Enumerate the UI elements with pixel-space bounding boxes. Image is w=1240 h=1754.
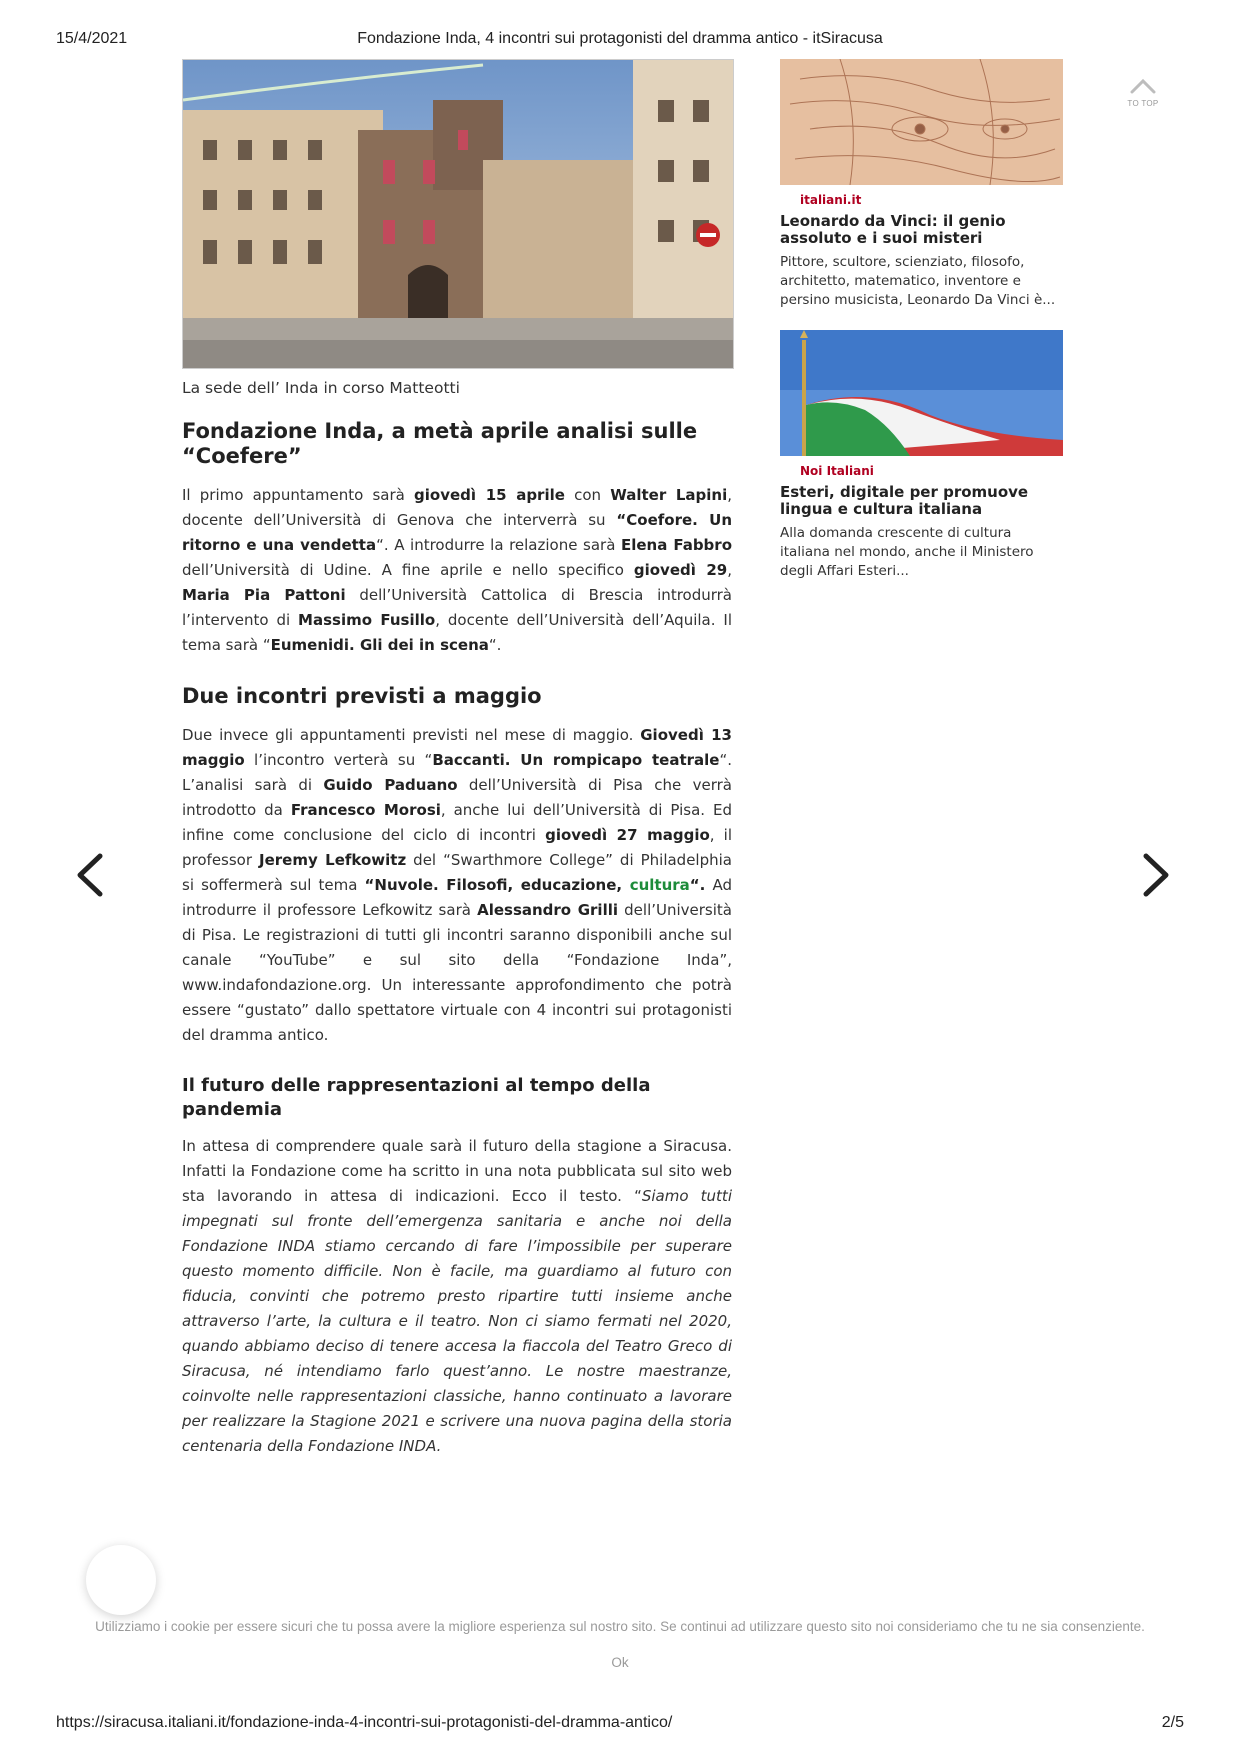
chevron-up-icon (1129, 78, 1157, 94)
section-heading-maggio: Due incontri previsti a maggio (182, 684, 542, 708)
to-top-button[interactable] (1118, 78, 1168, 108)
card-title[interactable]: Leonardo da Vinci: il genio assoluto e i suoi misteri (780, 212, 1006, 247)
print-date: 15/4/2021 (56, 30, 128, 47)
article-column (182, 59, 732, 1485)
print-page-number: 2/5 (1161, 1714, 1184, 1731)
hero-caption: La sede dell’ Inda in corso Matteotti (182, 379, 460, 397)
previous-article-button[interactable] (70, 850, 110, 900)
related-card[interactable] (780, 330, 1063, 581)
print-page-title: Fondazione Inda, 4 incontri sui protagonisti del dramma antico - itSiracusa (357, 30, 883, 47)
section-heading-coefore: Fondazione Inda, a metà aprile analisi sulle “Coefere” (182, 419, 698, 468)
related-card[interactable] (780, 59, 1063, 310)
next-article-button[interactable] (1136, 850, 1176, 900)
chevron-right-icon (1136, 850, 1176, 900)
card-title[interactable]: Esteri, digitale per promuove lingua e cultura italiana (780, 483, 1029, 518)
print-url: https://siracusa.italiani.it/fondazione-inda-4-incontri-sui-protagonisti-del-dramma-antico/ (56, 1714, 673, 1731)
cookie-ok-button[interactable]: Ok (611, 1655, 629, 1670)
chevron-left-icon (70, 850, 110, 900)
section-heading-pandemia: Il futuro delle rappresentazioni al tempo della pandemia (182, 1075, 651, 1120)
cookie-notice-text: Utilizziamo i cookie per essere sicuri che tu possa avere la migliore esperienza sul nostro sito. Se continui ad utilizzare questo sito noi consideriamo che tu ne sia consenziente. (95, 1619, 1145, 1634)
card-source: Noi Italiani (800, 464, 874, 478)
card-excerpt: Alla domanda crescente di cultura italiana nel mondo, anche il Ministero degli Affari Esteri... (780, 525, 1034, 579)
paragraph-may: Due invece gli appuntamenti previsti nel mese di maggio. Giovedì 13 maggio l’incontro verterà su “Baccanti. Un rompicapo teatrale“. L’analisi sarà di Guido Paduano dell’Università di Pisa che verrà introdotto da Francesco Morosi, anche lui dell’Università di Pisa. Ed infine come conclusione del ciclo di incontri giovedì 27 maggio, il professor Jeremy Lefkowitz del “Swarthmore College” di Philadelphia si soffermerà sul tema “Nuvole. Filosofi, educazione, cultura“. Ad introdurre il professore Lefkowitz sarà Alessandro Grilli dell’Università di Pisa. Le registrazioni di tutti gli incontri saranno disponibili anche sul canale “YouTube” e sul sito della “Fondazione Inda”, www.indafondazione.org. Un interessante approfondimento che potrà essere “gustato” dallo spettatore virtuale con 4 incontri sui protagonisti del dramma antico. (182, 726, 733, 1044)
card-image-leonardo (780, 59, 1063, 185)
floating-action-button[interactable] (86, 1545, 156, 1615)
cultura-link[interactable]: cultura (629, 876, 690, 894)
paragraph-april: Il primo appuntamento sarà giovedì 15 aprile con Walter Lapini, docente dell’Università di Genova che interverrà su “Coefore. Un ritorno e una vendetta“. A introdurre la relazione sarà Elena Fabbro dell’Università di Udine. A fine aprile e nello specifico giovedì 29, Maria Pia Pattoni dell’Università Cattolica di Brescia introdurrà l’intervento di Massimo Fusillo, docente dell’Università dell’Aquila. Il tema sarà “Eumenidi. Gli dei in scena“. (182, 486, 733, 654)
hero-photo (182, 59, 734, 369)
card-excerpt: Pittore, scultore, scienziato, filosofo, architetto, matematico, inventore e persino musicista, Leonardo Da Vinci è... (780, 254, 1056, 308)
card-image-flag (780, 330, 1063, 456)
paragraph-pandemia: In attesa di comprendere quale sarà il futuro della stagione a Siracusa. Infatti la Fondazione come ha scritto in una nota pubblicata sul sito web sta lavorando in attesa di indicazioni. Ecco il testo. “Siamo tutti impegnati sul fronte dell’emergenza sanitaria e anche noi della Fondazione INDA stiamo cercando di fare l’impossibile per superare questo momento difficile. Non è facile, ma guardiamo al futuro con fiducia, convinti che potremo presto ripartire tutti insieme anche attraverso l’arte, la cultura e il teatro. Non ci siamo fermati nel 2020, quando abbiamo deciso di tenere accesa la fiaccola del Teatro Greco di Siracusa, né intendiamo farlo quest’anno. Le nostre maestranze, coinvolte nelle rappresentazioni classiche, hanno continuato a lavorare per realizzare la Stagione 2021 e scrivere una nuova pagina della storia centenaria della Fondazione INDA. (182, 1137, 732, 1455)
related-sidebar (780, 59, 1063, 601)
card-source: italiani.it (800, 193, 862, 207)
to-top-label: TO TOP (1127, 99, 1159, 108)
